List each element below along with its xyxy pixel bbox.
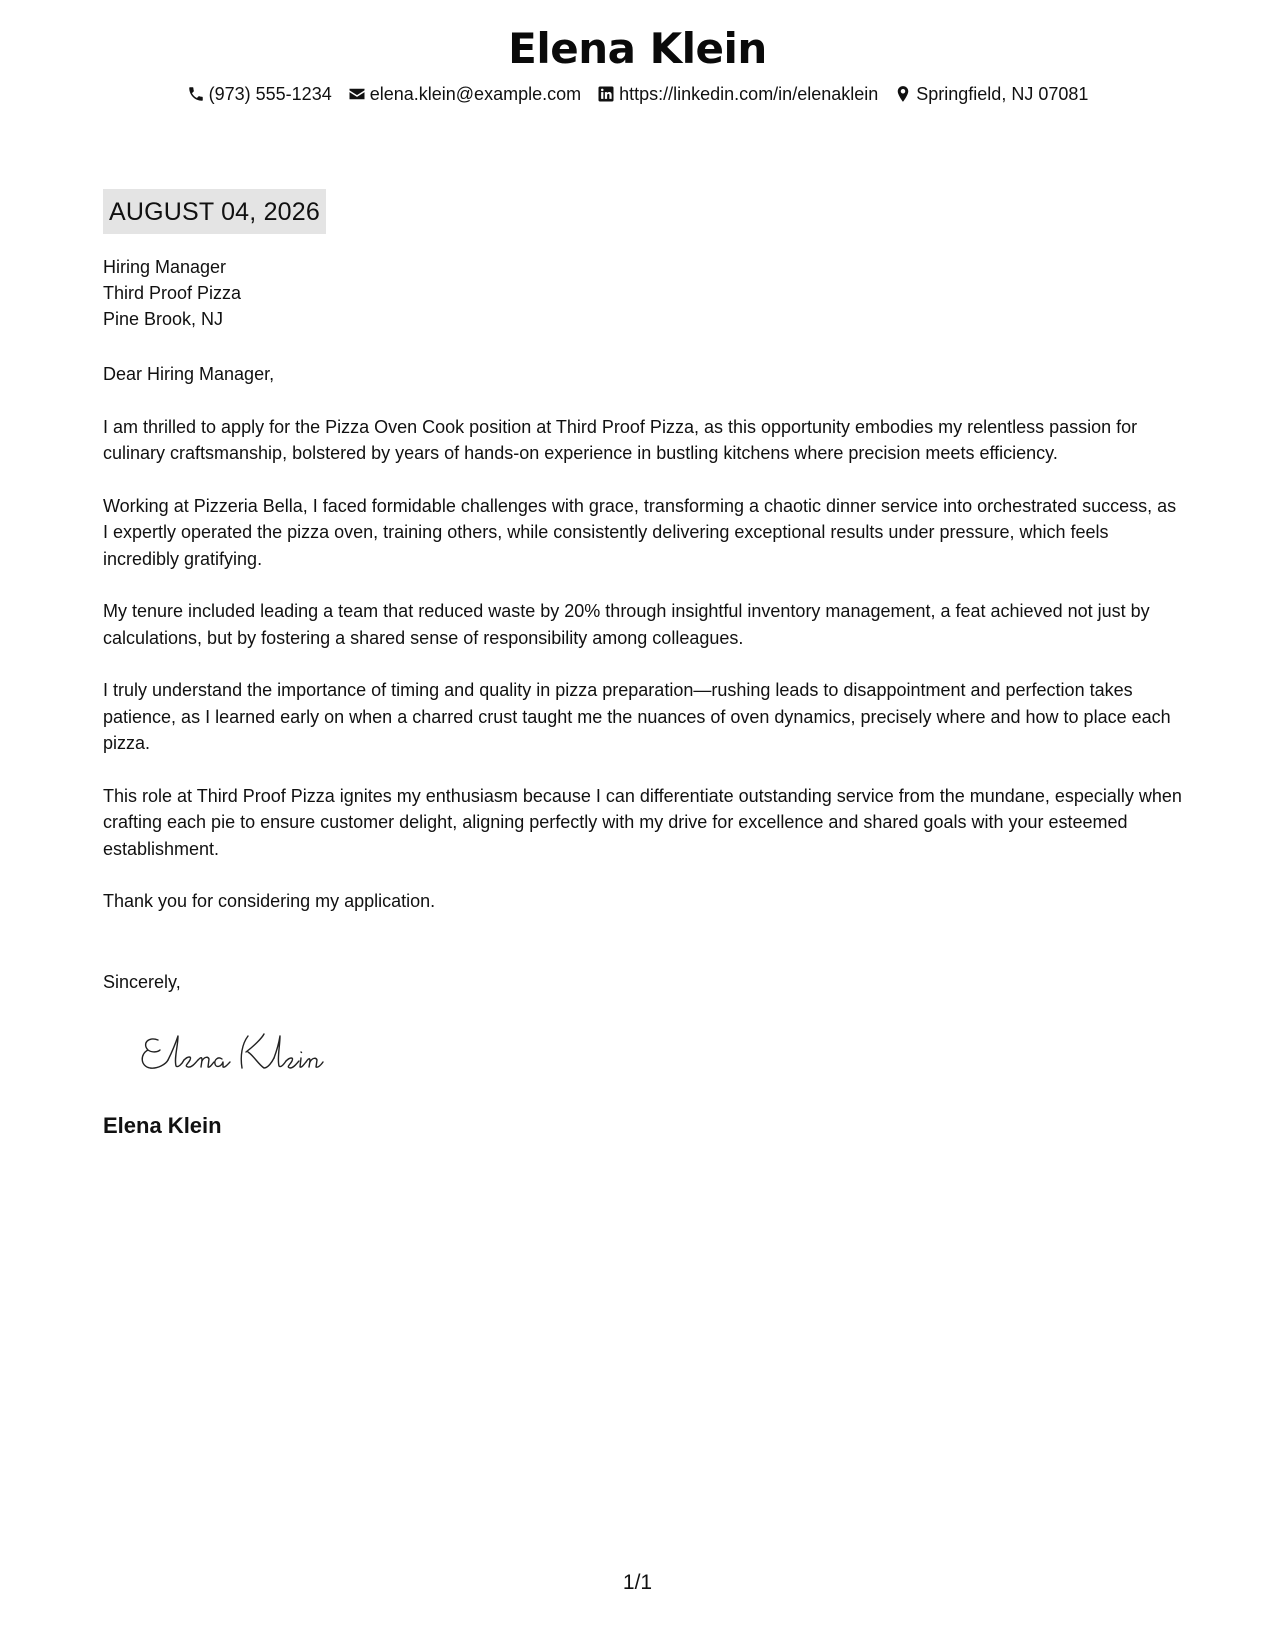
body-paragraph: Working at Pizzeria Bella, I faced formidable challenges with grace, transforming a chaotic dinner service into orchestrated success, as I expertly operated the pizza oven, training others, while consistently delivering exceptional results under pressure, which feels incredibly gratifying. (103, 495, 1177, 569)
applicant-name: Elena Klein (508, 24, 767, 73)
body-paragraph: Thank you for considering my application. (103, 891, 436, 911)
salutation: Dear Hiring Manager, (103, 364, 275, 384)
page-number: 1/1 (622, 1571, 653, 1594)
linkedin-text[interactable]: https://linkedin.com/in/elenaklein (619, 84, 879, 104)
recipient-block (103, 254, 241, 332)
contact-info (0, 82, 1275, 106)
body-paragraph: My tenure included leading a team that reduced waste by 20% through insightful inventory management, a feat achieved not just by calculations, but by fostering a shared sense of responsibility among colleagues. (103, 601, 1150, 648)
closing: Sincerely, (103, 972, 181, 992)
body-paragraph: I truly understand the importance of timing and quality in pizza preparation—rushing leads to disappointment and perfection takes patience, as I learned early on when a charred crust taught me the nuances of oven dynamics, precisely where and how to place each pizza. (103, 680, 1171, 753)
email-text[interactable]: elena.klein@example.com (369, 84, 582, 104)
body-paragraph: I am thrilled to apply for the Pizza Oven Cook position at Third Proof Pizza, as this opportunity embodies my relentless passion for culinary craftsmanship, bolstered by years of hands-on experience in bustling kitchens where precision meets efficiency. (103, 416, 1138, 463)
recipient-location: Pine Brook, NJ (103, 309, 224, 329)
body-paragraph: This role at Third Proof Pizza ignites my enthusiasm because I can differentiate outstanding service from the mundane, especially when crafting each pie to ensure customer delight, aligning perfectly with my drive for excellence and shared goals with your esteemed establishment. (103, 785, 1182, 859)
envelope-icon (348, 85, 366, 103)
map-marker-icon (894, 85, 912, 103)
linkedin-icon (597, 85, 615, 103)
signer-name: Elena Klein (103, 1113, 222, 1138)
contact-phone (187, 82, 332, 106)
letter-date: AUGUST 04, 2026 (103, 189, 326, 234)
letter-body (103, 361, 1183, 941)
location-text: Springfield, NJ 07081 (916, 84, 1089, 104)
recipient-title: Hiring Manager (103, 257, 227, 277)
contact-email[interactable] (348, 82, 581, 106)
handwritten-signature (138, 1022, 338, 1082)
phone-icon (187, 85, 205, 103)
phone-text: (973) 555-1234 (208, 84, 332, 104)
contact-linkedin[interactable] (597, 82, 878, 106)
recipient-company: Third Proof Pizza (103, 283, 242, 303)
letter-header (0, 22, 1275, 106)
contact-location (894, 82, 1088, 106)
